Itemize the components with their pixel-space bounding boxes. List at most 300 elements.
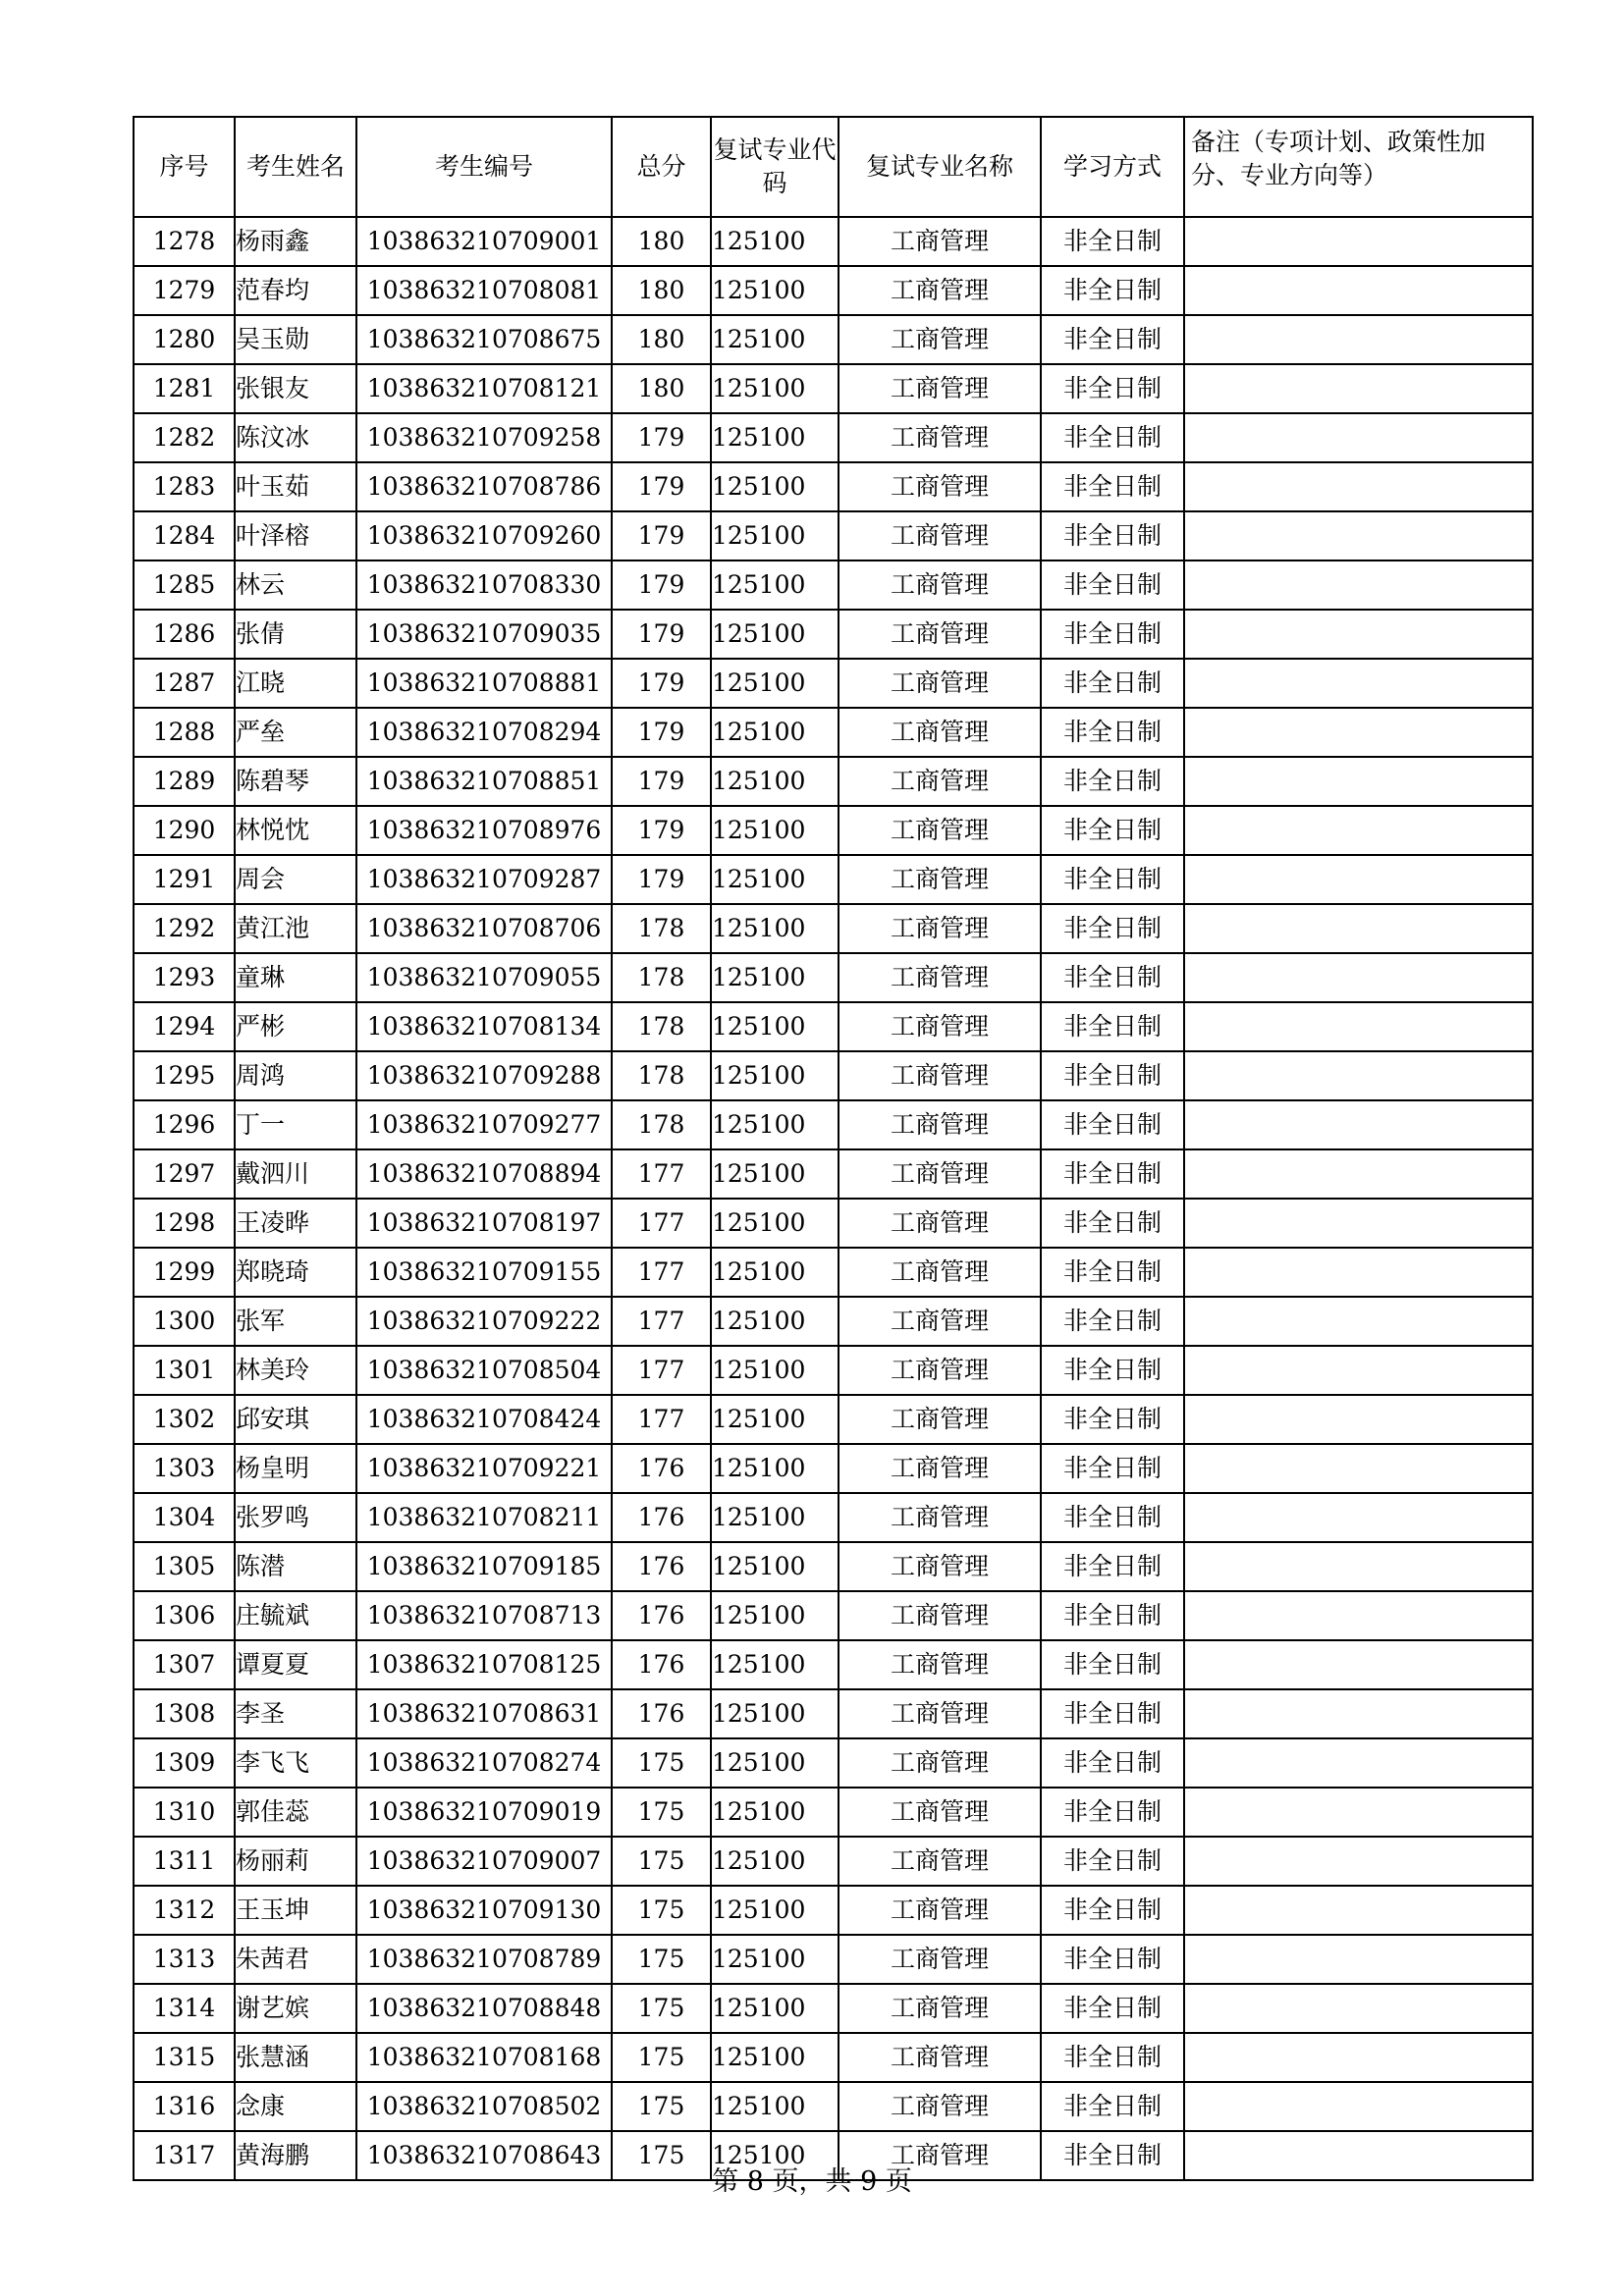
- cell-seq: 1291: [134, 855, 235, 904]
- cell-seq: 1307: [134, 1640, 235, 1689]
- cell-name: 邱安琪: [235, 1395, 356, 1444]
- cell-id: 103863210709287: [356, 855, 612, 904]
- cell-id: 103863210708125: [356, 1640, 612, 1689]
- cell-major: 工商管理: [839, 1886, 1041, 1935]
- cell-id: 103863210708504: [356, 1346, 612, 1395]
- cell-score: 176: [612, 1591, 711, 1640]
- cell-mode: 非全日制: [1041, 1689, 1184, 1738]
- cell-id: 103863210709260: [356, 511, 612, 561]
- cell-code: 125100: [711, 953, 839, 1002]
- cell-score: 177: [612, 1199, 711, 1248]
- cell-name: 童琳: [235, 953, 356, 1002]
- cell-notes: [1184, 413, 1533, 462]
- cell-name: 郑晓琦: [235, 1248, 356, 1297]
- cell-score: 179: [612, 462, 711, 511]
- cell-name: 戴泗川: [235, 1149, 356, 1199]
- cell-id: 103863210709055: [356, 953, 612, 1002]
- cell-mode: 非全日制: [1041, 904, 1184, 953]
- cell-seq: 1306: [134, 1591, 235, 1640]
- cell-code: 125100: [711, 904, 839, 953]
- cell-mode: 非全日制: [1041, 1640, 1184, 1689]
- cell-notes: [1184, 1738, 1533, 1788]
- cell-major: 工商管理: [839, 1199, 1041, 1248]
- cell-major: 工商管理: [839, 806, 1041, 855]
- cell-seq: 1312: [134, 1886, 235, 1935]
- cell-code: 125100: [711, 2082, 839, 2131]
- cell-notes: [1184, 561, 1533, 610]
- cell-seq: 1311: [134, 1837, 235, 1886]
- cell-name: 念康: [235, 2082, 356, 2131]
- cell-seq: 1310: [134, 1788, 235, 1837]
- cell-score: 175: [612, 1984, 711, 2033]
- cell-notes: [1184, 1542, 1533, 1591]
- cell-score: 180: [612, 364, 711, 413]
- cell-notes: [1184, 904, 1533, 953]
- cell-major: 工商管理: [839, 708, 1041, 757]
- cell-code: 125100: [711, 2131, 839, 2180]
- cell-id: 103863210708330: [356, 561, 612, 610]
- cell-mode: 非全日制: [1041, 1984, 1184, 2033]
- cell-seq: 1316: [134, 2082, 235, 2131]
- cell-id: 103863210708786: [356, 462, 612, 511]
- cell-notes: [1184, 462, 1533, 511]
- cell-seq: 1298: [134, 1199, 235, 1248]
- cell-name: 陈潜: [235, 1542, 356, 1591]
- cell-notes: [1184, 364, 1533, 413]
- cell-mode: 非全日制: [1041, 1493, 1184, 1542]
- cell-score: 177: [612, 1346, 711, 1395]
- cell-name: 王玉坤: [235, 1886, 356, 1935]
- cell-code: 125100: [711, 1542, 839, 1591]
- cell-score: 176: [612, 1542, 711, 1591]
- cell-id: 103863210708643: [356, 2131, 612, 2180]
- table-row: [134, 1837, 1533, 1886]
- cell-notes: [1184, 511, 1533, 561]
- cell-code: 125100: [711, 1493, 839, 1542]
- cell-seq: 1304: [134, 1493, 235, 1542]
- cell-score: 178: [612, 904, 711, 953]
- cell-major: 工商管理: [839, 1935, 1041, 1984]
- cell-code: 125100: [711, 1346, 839, 1395]
- cell-name: 丁一: [235, 1100, 356, 1149]
- cell-id: 103863210709258: [356, 413, 612, 462]
- cell-name: 朱茜君: [235, 1935, 356, 1984]
- cell-id: 103863210709222: [356, 1297, 612, 1346]
- cell-code: 125100: [711, 1689, 839, 1738]
- cell-name: 周鸿: [235, 1051, 356, 1100]
- cell-code: 125100: [711, 806, 839, 855]
- cell-notes: [1184, 1199, 1533, 1248]
- cell-seq: 1305: [134, 1542, 235, 1591]
- cell-name: 杨丽莉: [235, 1837, 356, 1886]
- cell-major: 工商管理: [839, 1640, 1041, 1689]
- cell-seq: 1302: [134, 1395, 235, 1444]
- cell-name: 张倩: [235, 610, 356, 659]
- cell-code: 125100: [711, 413, 839, 462]
- table-row: [134, 806, 1533, 855]
- cell-mode: 非全日制: [1041, 953, 1184, 1002]
- cell-mode: 非全日制: [1041, 1199, 1184, 1248]
- cell-score: 180: [612, 266, 711, 315]
- cell-id: 103863210708424: [356, 1395, 612, 1444]
- cell-seq: 1285: [134, 561, 235, 610]
- cell-major: 工商管理: [839, 1493, 1041, 1542]
- cell-code: 125100: [711, 1149, 839, 1199]
- header-seq: 序号: [134, 117, 235, 217]
- cell-id: 103863210709185: [356, 1542, 612, 1591]
- cell-notes: [1184, 1002, 1533, 1051]
- cell-mode: 非全日制: [1041, 462, 1184, 511]
- cell-score: 179: [612, 561, 711, 610]
- cell-id: 103863210708274: [356, 1738, 612, 1788]
- table-row: [134, 413, 1533, 462]
- cell-seq: 1296: [134, 1100, 235, 1149]
- cell-major: 工商管理: [839, 757, 1041, 806]
- cell-mode: 非全日制: [1041, 1837, 1184, 1886]
- cell-id: 103863210709130: [356, 1886, 612, 1935]
- cell-code: 125100: [711, 1199, 839, 1248]
- cell-code: 125100: [711, 659, 839, 708]
- cell-major: 工商管理: [839, 217, 1041, 266]
- table-row: [134, 1199, 1533, 1248]
- cell-major: 工商管理: [839, 1542, 1041, 1591]
- cell-id: 103863210709155: [356, 1248, 612, 1297]
- cell-seq: 1287: [134, 659, 235, 708]
- cell-seq: 1309: [134, 1738, 235, 1788]
- cell-major: 工商管理: [839, 1346, 1041, 1395]
- cell-code: 125100: [711, 1886, 839, 1935]
- cell-notes: [1184, 708, 1533, 757]
- cell-name: 庄毓斌: [235, 1591, 356, 1640]
- table-row: [134, 708, 1533, 757]
- cell-mode: 非全日制: [1041, 610, 1184, 659]
- table-row: [134, 1346, 1533, 1395]
- cell-major: 工商管理: [839, 1297, 1041, 1346]
- cell-score: 175: [612, 2131, 711, 2180]
- cell-notes: [1184, 217, 1533, 266]
- cell-name: 杨皇明: [235, 1444, 356, 1493]
- cell-name: 谢艺嫔: [235, 1984, 356, 2033]
- cell-score: 179: [612, 855, 711, 904]
- cell-seq: 1278: [134, 217, 235, 266]
- cell-name: 张慧涵: [235, 2033, 356, 2082]
- table-row: [134, 1984, 1533, 2033]
- table-row: [134, 1248, 1533, 1297]
- cell-mode: 非全日制: [1041, 1444, 1184, 1493]
- cell-code: 125100: [711, 1100, 839, 1149]
- cell-score: 176: [612, 1689, 711, 1738]
- cell-id: 103863210709001: [356, 217, 612, 266]
- table-row: [134, 364, 1533, 413]
- cell-major: 工商管理: [839, 953, 1041, 1002]
- cell-mode: 非全日制: [1041, 806, 1184, 855]
- cell-code: 125100: [711, 315, 839, 364]
- cell-seq: 1280: [134, 315, 235, 364]
- cell-name: 黄江池: [235, 904, 356, 953]
- cell-name: 张银友: [235, 364, 356, 413]
- table-row: [134, 1149, 1533, 1199]
- cell-code: 125100: [711, 1984, 839, 2033]
- cell-id: 103863210709035: [356, 610, 612, 659]
- cell-mode: 非全日制: [1041, 1935, 1184, 1984]
- cell-mode: 非全日制: [1041, 1100, 1184, 1149]
- cell-id: 103863210708502: [356, 2082, 612, 2131]
- cell-score: 175: [612, 1935, 711, 1984]
- table-row: [134, 1395, 1533, 1444]
- table-row: [134, 1591, 1533, 1640]
- cell-score: 178: [612, 1051, 711, 1100]
- table-row: [134, 904, 1533, 953]
- cell-id: 103863210708706: [356, 904, 612, 953]
- cell-notes: [1184, 855, 1533, 904]
- cell-seq: 1315: [134, 2033, 235, 2082]
- cell-name: 吴玉勋: [235, 315, 356, 364]
- table-header-row: [134, 117, 1533, 217]
- cell-notes: [1184, 1395, 1533, 1444]
- cell-notes: [1184, 1689, 1533, 1738]
- cell-name: 陈碧琴: [235, 757, 356, 806]
- cell-major: 工商管理: [839, 1395, 1041, 1444]
- cell-score: 177: [612, 1248, 711, 1297]
- cell-seq: 1301: [134, 1346, 235, 1395]
- cell-score: 180: [612, 315, 711, 364]
- cell-name: 严垒: [235, 708, 356, 757]
- candidate-table: [133, 116, 1534, 2181]
- cell-score: 175: [612, 2082, 711, 2131]
- cell-score: 175: [612, 2033, 711, 2082]
- cell-score: 177: [612, 1395, 711, 1444]
- cell-code: 125100: [711, 708, 839, 757]
- cell-code: 125100: [711, 855, 839, 904]
- cell-code: 125100: [711, 2033, 839, 2082]
- cell-notes: [1184, 1935, 1533, 1984]
- cell-name: 叶泽榕: [235, 511, 356, 561]
- cell-notes: [1184, 953, 1533, 1002]
- cell-seq: 1290: [134, 806, 235, 855]
- cell-name: 叶玉茹: [235, 462, 356, 511]
- table-row: [134, 1886, 1533, 1935]
- cell-code: 125100: [711, 757, 839, 806]
- cell-mode: 非全日制: [1041, 2033, 1184, 2082]
- cell-id: 103863210708851: [356, 757, 612, 806]
- cell-score: 178: [612, 1100, 711, 1149]
- cell-code: 125100: [711, 610, 839, 659]
- cell-id: 103863210709007: [356, 1837, 612, 1886]
- cell-seq: 1279: [134, 266, 235, 315]
- cell-code: 125100: [711, 266, 839, 315]
- table-row: [134, 217, 1533, 266]
- cell-major: 工商管理: [839, 1444, 1041, 1493]
- cell-major: 工商管理: [839, 1002, 1041, 1051]
- table-row: [134, 1935, 1533, 1984]
- cell-seq: 1281: [134, 364, 235, 413]
- cell-mode: 非全日制: [1041, 708, 1184, 757]
- cell-major: 工商管理: [839, 413, 1041, 462]
- table-row: [134, 2082, 1533, 2131]
- cell-code: 125100: [711, 462, 839, 511]
- cell-mode: 非全日制: [1041, 757, 1184, 806]
- cell-code: 125100: [711, 1640, 839, 1689]
- cell-major: 工商管理: [839, 855, 1041, 904]
- cell-notes: [1184, 1788, 1533, 1837]
- cell-code: 125100: [711, 1935, 839, 1984]
- cell-seq: 1299: [134, 1248, 235, 1297]
- cell-score: 175: [612, 1886, 711, 1935]
- cell-mode: 非全日制: [1041, 2131, 1184, 2180]
- header-major: 复试专业名称: [839, 117, 1041, 217]
- cell-id: 103863210708789: [356, 1935, 612, 1984]
- cell-notes: [1184, 1149, 1533, 1199]
- cell-seq: 1283: [134, 462, 235, 511]
- cell-mode: 非全日制: [1041, 1395, 1184, 1444]
- page-number: 第 8 页，共 9 页: [712, 2166, 912, 2197]
- cell-name: 林悦忱: [235, 806, 356, 855]
- table-row: [134, 511, 1533, 561]
- cell-code: 125100: [711, 1002, 839, 1051]
- cell-notes: [1184, 1591, 1533, 1640]
- table-row: [134, 855, 1533, 904]
- cell-mode: 非全日制: [1041, 1051, 1184, 1100]
- cell-score: 179: [612, 511, 711, 561]
- cell-notes: [1184, 1886, 1533, 1935]
- cell-notes: [1184, 315, 1533, 364]
- cell-mode: 非全日制: [1041, 1346, 1184, 1395]
- cell-mode: 非全日制: [1041, 1788, 1184, 1837]
- cell-mode: 非全日制: [1041, 1248, 1184, 1297]
- cell-code: 125100: [711, 217, 839, 266]
- cell-major: 工商管理: [839, 1984, 1041, 2033]
- cell-code: 125100: [711, 1788, 839, 1837]
- cell-id: 103863210708197: [356, 1199, 612, 1248]
- cell-id: 103863210708121: [356, 364, 612, 413]
- cell-major: 工商管理: [839, 610, 1041, 659]
- table-row: [134, 953, 1533, 1002]
- cell-id: 103863210708081: [356, 266, 612, 315]
- cell-code: 125100: [711, 1297, 839, 1346]
- cell-id: 103863210708976: [356, 806, 612, 855]
- cell-id: 103863210708848: [356, 1984, 612, 2033]
- cell-score: 177: [612, 1149, 711, 1199]
- cell-major: 工商管理: [839, 1248, 1041, 1297]
- cell-notes: [1184, 1346, 1533, 1395]
- header-score: 总分: [612, 117, 711, 217]
- cell-major: 工商管理: [839, 1738, 1041, 1788]
- cell-id: 103863210709288: [356, 1051, 612, 1100]
- cell-id: 103863210708294: [356, 708, 612, 757]
- table-row: [134, 1689, 1533, 1738]
- table-row: [134, 610, 1533, 659]
- cell-seq: 1297: [134, 1149, 235, 1199]
- table-body: [134, 217, 1533, 2180]
- cell-major: 工商管理: [839, 462, 1041, 511]
- cell-major: 工商管理: [839, 1051, 1041, 1100]
- cell-mode: 非全日制: [1041, 1738, 1184, 1788]
- cell-mode: 非全日制: [1041, 561, 1184, 610]
- cell-code: 125100: [711, 1051, 839, 1100]
- cell-seq: 1292: [134, 904, 235, 953]
- cell-mode: 非全日制: [1041, 855, 1184, 904]
- cell-notes: [1184, 659, 1533, 708]
- cell-id: 103863210708168: [356, 2033, 612, 2082]
- cell-name: 郭佳蕊: [235, 1788, 356, 1837]
- cell-score: 176: [612, 1640, 711, 1689]
- cell-major: 工商管理: [839, 511, 1041, 561]
- table-row: [134, 1002, 1533, 1051]
- cell-mode: 非全日制: [1041, 1002, 1184, 1051]
- cell-notes: [1184, 266, 1533, 315]
- cell-seq: 1303: [134, 1444, 235, 1493]
- cell-notes: [1184, 1640, 1533, 1689]
- cell-id: 103863210709019: [356, 1788, 612, 1837]
- table-row: [134, 757, 1533, 806]
- cell-code: 125100: [711, 1248, 839, 1297]
- cell-score: 179: [612, 413, 711, 462]
- header-id: 考生编号: [356, 117, 612, 217]
- cell-seq: 1288: [134, 708, 235, 757]
- cell-name: 张军: [235, 1297, 356, 1346]
- cell-notes: [1184, 1297, 1533, 1346]
- cell-score: 179: [612, 659, 711, 708]
- cell-seq: 1286: [134, 610, 235, 659]
- table-row: [134, 1788, 1533, 1837]
- cell-code: 125100: [711, 1738, 839, 1788]
- cell-code: 125100: [711, 561, 839, 610]
- header-notes: 备注（专项计划、政策性加分、专业方向等）: [1184, 117, 1533, 217]
- table-row: [134, 561, 1533, 610]
- cell-notes: [1184, 2082, 1533, 2131]
- cell-notes: [1184, 1051, 1533, 1100]
- cell-mode: 非全日制: [1041, 659, 1184, 708]
- cell-id: 103863210708713: [356, 1591, 612, 1640]
- table-row: [134, 659, 1533, 708]
- table-row: [134, 1100, 1533, 1149]
- cell-notes: [1184, 806, 1533, 855]
- cell-major: 工商管理: [839, 1149, 1041, 1199]
- cell-mode: 非全日制: [1041, 1149, 1184, 1199]
- cell-name: 张罗鸣: [235, 1493, 356, 1542]
- cell-id: 103863210708894: [356, 1149, 612, 1199]
- cell-seq: 1308: [134, 1689, 235, 1738]
- cell-mode: 非全日制: [1041, 413, 1184, 462]
- cell-name: 李圣: [235, 1689, 356, 1738]
- cell-score: 179: [612, 708, 711, 757]
- cell-notes: [1184, 757, 1533, 806]
- table-row: [134, 1444, 1533, 1493]
- cell-code: 125100: [711, 1591, 839, 1640]
- cell-mode: 非全日制: [1041, 364, 1184, 413]
- cell-mode: 非全日制: [1041, 217, 1184, 266]
- cell-seq: 1289: [134, 757, 235, 806]
- table-row: [134, 315, 1533, 364]
- cell-name: 谭夏夏: [235, 1640, 356, 1689]
- cell-score: 178: [612, 953, 711, 1002]
- cell-code: 125100: [711, 364, 839, 413]
- table-row: [134, 1640, 1533, 1689]
- cell-major: 工商管理: [839, 1591, 1041, 1640]
- header-code: 复试专业代码: [711, 117, 839, 217]
- cell-code: 125100: [711, 1837, 839, 1886]
- cell-mode: 非全日制: [1041, 1591, 1184, 1640]
- table-row: [134, 462, 1533, 511]
- cell-id: 103863210709277: [356, 1100, 612, 1149]
- cell-name: 黄海鹏: [235, 2131, 356, 2180]
- cell-mode: 非全日制: [1041, 1886, 1184, 1935]
- cell-id: 103863210708675: [356, 315, 612, 364]
- cell-major: 工商管理: [839, 364, 1041, 413]
- cell-score: 177: [612, 1297, 711, 1346]
- cell-name: 严彬: [235, 1002, 356, 1051]
- cell-score: 179: [612, 610, 711, 659]
